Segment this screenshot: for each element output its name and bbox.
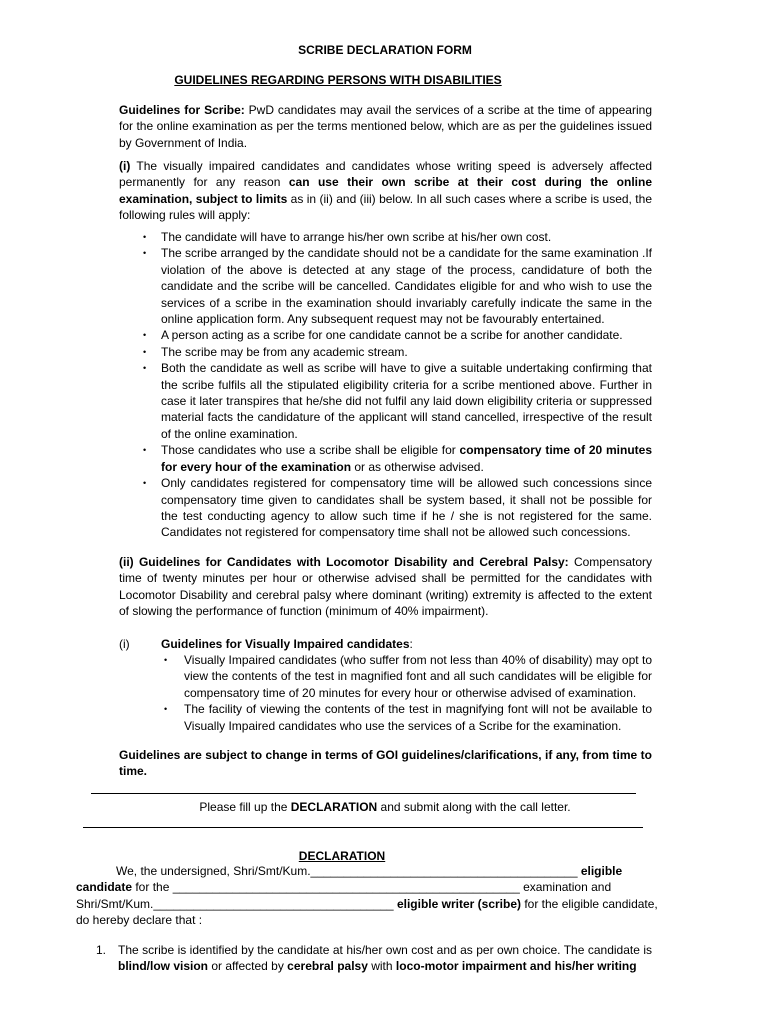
rule-text: Both the candidate as well as scribe will have to give a suitable undertaking confirming that the scribe fulfils all the stipulated eligibility criteria for a scribe mentioned above. Further in case it later transpires that he/she did not fulfil any laid down eligibility criteria or suppressed material facts the candidature of the applicant will stand cancelled, irrespective of the result of the online examination.	[161, 361, 652, 441]
visually-impaired-list	[164, 652, 652, 734]
item-number: 1.	[96, 943, 107, 957]
list-item	[164, 701, 652, 734]
declaration-text: Shri/Smt/Kum.____________________________________	[76, 896, 397, 911]
form-title: SCRIBE DECLARATION FORM	[298, 43, 472, 57]
item-text-c: or affected by	[208, 959, 288, 974]
fill-text-a: Please fill up the	[199, 800, 291, 814]
list-item	[143, 344, 652, 360]
declaration-heading: DECLARATION	[298, 849, 386, 863]
section-ii-label: (ii) Guidelines for Candidates with Locomotor Disability and Cerebral Palsy:	[119, 555, 569, 569]
section-i-text-c: as in (ii) and (iii) below. In all such cases where a scribe is used, the following rules will apply:	[119, 191, 652, 223]
fill-text-b: DECLARATION	[290, 800, 378, 814]
declaration-bold: eligible writer (scribe)	[396, 896, 521, 911]
item-text	[118, 942, 652, 975]
bullet-icon: •	[143, 363, 147, 374]
rule-text-a: Those candidates who use a scribe shall be eligible for	[161, 443, 460, 458]
bullet-icon: •	[164, 655, 168, 665]
bullet-icon: •	[164, 704, 168, 715]
intro-label: Guidelines for Scribe:	[119, 103, 245, 117]
item-text-f: loco-motor impairment and his/her writing	[395, 959, 637, 974]
list-item	[143, 442, 653, 475]
visually-impaired-colon: :	[409, 637, 413, 651]
section-i-marker: (i)	[119, 159, 131, 173]
list-item	[143, 327, 652, 343]
list-item	[143, 245, 652, 327]
declaration-line-4: do hereby declare that :	[76, 913, 203, 928]
form-subtitle: GUIDELINES REGARDING PERSONS WITH DISABILITIES	[174, 73, 502, 87]
rule-text-c: or as otherwise advised.	[351, 459, 484, 474]
divider	[83, 827, 643, 828]
section-i-paragraph	[119, 158, 652, 224]
declaration-bold: eligible	[580, 864, 623, 878]
divider	[91, 793, 636, 794]
declaration-bold: candidate	[76, 880, 133, 895]
vi-text: Visually Impaired candidates (who suffer from not less than 40% of disability) may opt to view the contents of the test in magnified font and all such candidates will be eligible for compensatory time of 20 minutes for every hour or otherwise advised of examination.	[184, 653, 652, 700]
intro-text: PwD candidates may avail the services of a scribe at the time of appearing for the online examination as per the terms mentioned below, which are as per the guidelines issued by Government of India.	[119, 103, 652, 150]
declaration-line-1	[76, 863, 656, 879]
list-item	[143, 229, 652, 245]
declaration-line-2	[76, 879, 656, 895]
fill-instruction	[0, 799, 770, 815]
list-item	[164, 652, 652, 701]
section-i-text-a: The visually impaired candidates and candidates whose writing speed is adversely affected permanently for any reason	[119, 159, 652, 190]
rule-text: The scribe arranged by the candidate should not be a candidate for the same examination .If violation of the above is detected at any stage of the process, candidature of both the candidate and the scribe will be cancelled. Candidates eligible for and who wish to use the services of a scribe in the examination should invariably carefully indicate the same in the online application form. Any subsequent request may not be favourably entertained.	[161, 246, 652, 327]
section-i-text-b: can use their own scribe at their cost during the online examination, subject to limits	[119, 175, 652, 206]
declaration-body	[76, 863, 656, 929]
section-ii-paragraph	[119, 554, 652, 620]
visually-impaired-marker: (i)	[119, 637, 130, 651]
rule-text: The candidate will have to arrange his/her own scribe at his/her own cost.	[161, 230, 552, 244]
item-text-b: blind/low vision	[118, 959, 208, 974]
list-item	[143, 360, 652, 442]
visually-impaired-heading	[161, 636, 413, 652]
bullet-icon: •	[143, 445, 147, 456]
item-text-d: cerebral palsy	[287, 959, 368, 974]
change-note: Guidelines are subject to change in terms of GOI guidelines/clarifications, if any, from time to time.	[119, 748, 652, 779]
rule-text-b: compensatory time of 20 minutes for every hour of the examination	[161, 443, 653, 474]
item-text-a: The scribe is identified by the candidate at his/her own cost and as per own choice. The candidate is	[118, 943, 652, 957]
item-text-e: with	[367, 959, 396, 974]
scribe-rules-list	[143, 229, 653, 541]
visually-impaired-label: Guidelines for Visually Impaired candidates	[161, 637, 410, 651]
fill-text-c: and submit along with the call letter.	[377, 800, 571, 814]
intro-paragraph	[119, 102, 652, 151]
declaration-text: We, the undersigned, Shri/Smt/Kum.________________________________________	[116, 864, 581, 878]
section-ii-text: Compensatory time of twenty minutes per hour or otherwise advised shall be permitted for the candidates with Locomotor Disability and cerebral palsy where dominant (writing) extremity is affected to the extent of slowing the performance of function (minimum of 40% impairment).	[119, 555, 652, 619]
list-item	[143, 475, 652, 541]
rule-text: The scribe may be from any academic stream.	[161, 344, 408, 359]
vi-text: The facility of viewing the contents of the test in magnifying font will not be available to Visually Impaired candidates who use the services of a Scribe for the examination.	[184, 702, 652, 733]
bullet-icon: •	[143, 330, 147, 341]
bullet-icon: •	[143, 248, 147, 259]
declaration-line-3	[76, 896, 656, 912]
bullet-icon: •	[143, 346, 147, 357]
rule-text: Only candidates registered for compensatory time will be allowed such concessions since compensatory time given to candidates shall be system based, it shall not be possible for the test conducting agency to allow such time if he / she is not registered for the same. Candidates not registered for compensatory time shall not be allowed such concessions.	[161, 476, 652, 540]
bullet-icon: •	[143, 478, 147, 489]
declaration-text: for the eligible candidate,	[521, 896, 658, 911]
declaration-text: for the ____________________________________________________ examination and	[132, 880, 612, 895]
bullet-icon: •	[143, 232, 147, 242]
rule-text: A person acting as a scribe for one candidate cannot be a scribe for another candidate.	[161, 328, 623, 343]
